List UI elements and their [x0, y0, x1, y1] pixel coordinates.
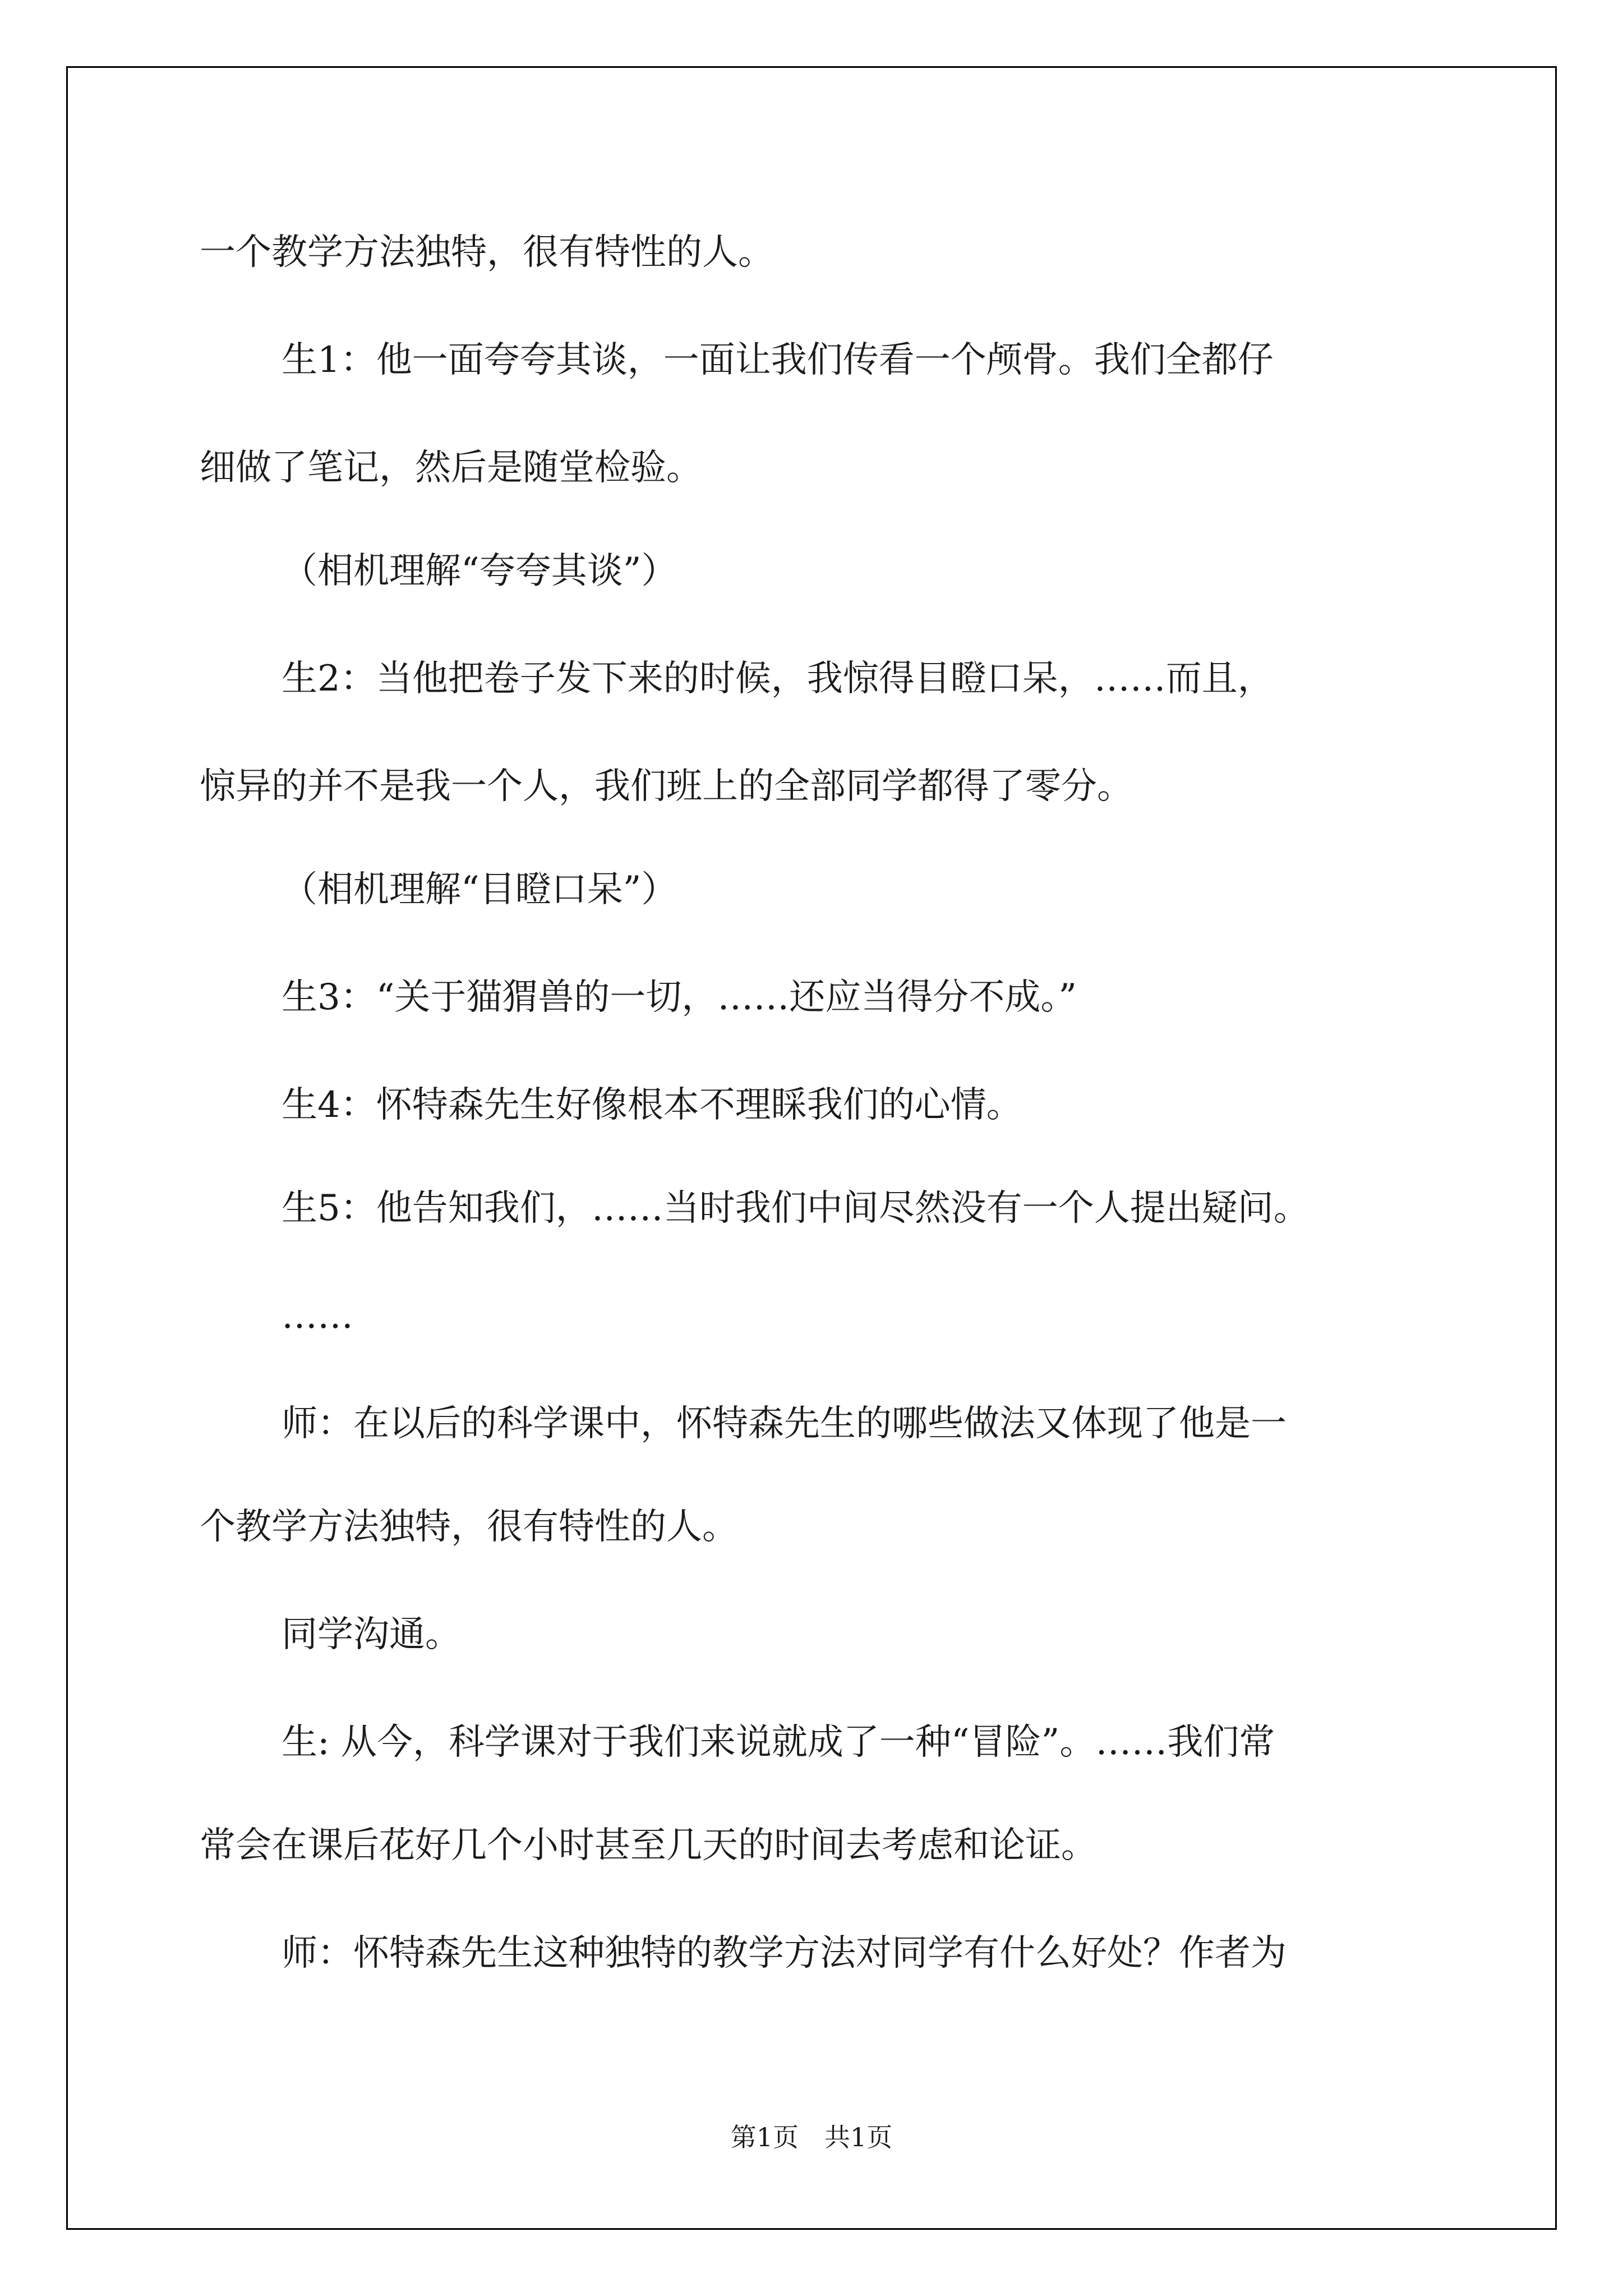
text-line: 生2：当他把卷子发下来的时候，我惊得目瞪口呆，……而且， [282, 658, 1274, 700]
page-border [66, 66, 1557, 2230]
text-line: 师：在以后的科学课中，怀特森先生的哪些做法又体现了他是一 [282, 1403, 1287, 1444]
text-line: （相机理解“目瞪口呆”） [282, 869, 677, 910]
text-line: 细做了笔记，然后是随堂检验。 [200, 447, 702, 489]
page-number-footer: 第1页 共1页 [730, 2122, 893, 2152]
text-line: 一个教学方法独特，很有特性的人。 [200, 232, 774, 273]
text-line: （相机理解“夸夸其谈”） [282, 550, 677, 592]
text-line: 惊异的并不是我一个人，我们班上的全部同学都得了零分。 [200, 766, 1133, 807]
text-line: 师：怀特森先生这种独特的教学方法对同学有什么好处？作者为 [282, 1932, 1287, 1974]
text-line: 生4：怀特森先生好像根本不理睬我们的心情。 [282, 1084, 1022, 1126]
text-line: 生5：他告知我们，……当时我们中间尽然没有一个人提出疑问。 [282, 1188, 1310, 1229]
text-line: 生: 从今，科学课对于我们来说就成了一种“冒险”。……我们常 [282, 1722, 1275, 1763]
text-line: 生3：“关于猫猬兽的一切，……还应当得分不成。” [282, 977, 1077, 1018]
text-line: 个教学方法独特，很有特性的人。 [200, 1506, 738, 1548]
text-line: …… [282, 1295, 353, 1337]
text-line: 常会在课后花好几个小时甚至几天的时间去考虑和论证。 [200, 1825, 1097, 1866]
text-line: 生1：他一面夸夸其谈，一面让我们传看一个颅骨。我们全都仔 [282, 339, 1274, 381]
text-line: 同学沟通。 [282, 1614, 461, 1655]
